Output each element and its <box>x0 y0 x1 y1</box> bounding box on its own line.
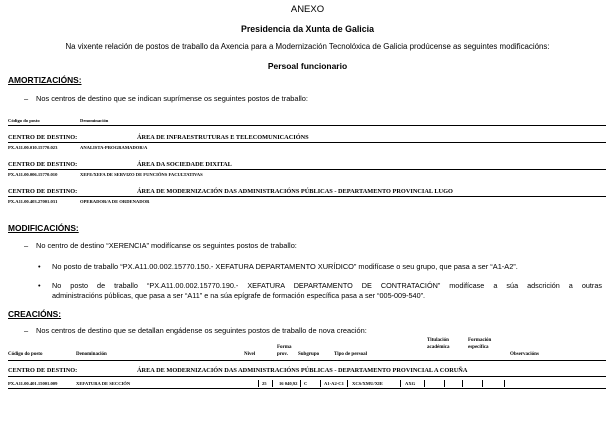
col-forma-header-2: prov. <box>277 352 288 357</box>
col-training-header-1: Formación <box>468 338 492 343</box>
post-code: PX.A11.00.403.27001.031 <box>8 199 58 204</box>
creation-center-label: CENTRO DE DESTINO: <box>8 367 78 374</box>
amort-header-rule <box>8 125 606 126</box>
post-code: PX.A11.00.010.15770.023 <box>8 145 58 150</box>
col-subgroup-header: Subgrupo <box>298 352 320 357</box>
modification-item-2-line-2: administracións públicas, que pasa a ser “A11” e na súa epígrafe de formación específica pasa a ser “005-009-540”. <box>52 291 426 300</box>
cell-divider <box>300 380 301 387</box>
bullet-icon: • <box>38 281 41 290</box>
modificacions-dash: – <box>24 241 29 250</box>
row-type: XCS/XMU/XIE <box>352 381 383 386</box>
amortizacions-text: Nos centros de destino que se indican suprímense os seguintes postos de traballo: <box>36 94 308 103</box>
row-prov: C <box>304 381 308 386</box>
modification-item-2-line-1: No posto de traballo “PX.A11.00.002.15770.190.- XEFATURA DEPARTAMENTO DE CONTRATACIÓN” modifícase a súa adscrición a outras <box>52 281 602 290</box>
col-training-header-2: específica <box>468 345 489 350</box>
col-forma-header-1: Forma <box>277 345 292 350</box>
col-level-header: Nivel <box>244 352 256 357</box>
creation-header-rule <box>8 360 606 361</box>
amort-col-code: Código do posto <box>8 118 40 123</box>
row-level: 25 <box>262 381 267 386</box>
center-name: ÁREA DE INFRAESTRUTURAS E TELECOMUNICACIÓNS <box>137 134 309 141</box>
col-name-header: Denominación <box>76 352 107 357</box>
post-code: PX.A11.00.006.15770.010 <box>8 172 58 177</box>
creation-row-rule <box>8 388 606 389</box>
modification-item-1: No posto de traballo “PX.A11.00.002.15770.150.- XEFATURA DEPARTAMENTO XURÍDICO” modifícase o seu grupo, que pasa a ser “A1-A2”. <box>52 262 518 271</box>
cell-divider <box>482 380 483 387</box>
cell-divider <box>400 380 401 387</box>
amort-col-name: Denominación <box>80 118 109 123</box>
creation-center-rule <box>8 376 606 377</box>
staff-type-heading: Persoal funcionario <box>267 61 348 71</box>
cell-divider <box>504 380 505 387</box>
row-value: 16 040,92 <box>279 381 298 386</box>
creacions-heading: CREACIÓNS: <box>8 309 62 319</box>
modificacions-heading: MODIFICACIÓNS: <box>8 223 79 233</box>
amortizacions-heading: AMORTIZACIÓNS: <box>8 75 82 85</box>
cell-divider <box>444 380 445 387</box>
cell-divider <box>347 380 348 387</box>
row-subgroup: A1-A2-C1 <box>324 381 344 386</box>
center-name: ÁREA DA SOCIEDADE DIXITAL <box>137 161 232 168</box>
presidency-title: Presidencia da Xunta de Galicia <box>241 24 374 34</box>
creacions-text: Nos centros de destino que se detallan engádense os seguintes postos de traballo de nova creación: <box>36 326 367 335</box>
row-name: XEFATURA DE SECCIÓN <box>76 381 131 386</box>
col-code-header: Código do posto <box>8 352 43 357</box>
creation-center-name: ÁREA DE MODERNIZACIÓN DAS ADMINISTRACIÓNS PÚBLICAS - DEPARTAMENTO PROVINCIAL A CORUÑA <box>137 367 468 374</box>
center-rule <box>8 142 606 143</box>
cell-divider <box>424 380 425 387</box>
center-label: CENTRO DE DESTINO: <box>8 161 78 168</box>
center-rule <box>8 196 606 197</box>
amortizacions-dash: – <box>24 94 29 103</box>
col-obs-header: Observacións <box>510 352 539 357</box>
post-name: OPERADOR/A DE ORDENADOR <box>80 199 150 204</box>
post-name: XEFE/XEFA DE SERVIZO DE FUNCIÓNS FACULTATIVAS <box>80 172 203 177</box>
cell-divider <box>320 380 321 387</box>
center-label: CENTRO DE DESTINO: <box>8 188 78 195</box>
modificacions-text: No centro de destino “XERENCIA” modifícanse os seguintes postos de traballo: <box>36 241 297 250</box>
col-title-header-2: académica <box>427 345 450 350</box>
row-staff: AXG <box>405 381 416 386</box>
center-label: CENTRO DE DESTINO: <box>8 134 78 141</box>
center-name: ÁREA DE MODERNIZACIÓN DAS ADMINISTRACIÓNS PÚBLICAS - DEPARTAMENTO PROVINCIAL LUGO <box>137 188 453 195</box>
post-name: ANALISTA-PROGRAMADOR/A <box>80 145 148 150</box>
intro-text: Na vixente relación de postos de traballo da Axencia para a Modernización Tecnolóxica de Galicia prodúcense as seguintes modificacións: <box>65 42 550 51</box>
cell-divider <box>272 380 273 387</box>
col-type-header: Tipo de persoal <box>334 352 367 357</box>
cell-divider <box>462 380 463 387</box>
cell-divider <box>258 380 259 387</box>
creacions-dash: – <box>24 326 29 335</box>
row-code: PX.A11.00.401.15001.009 <box>8 381 58 386</box>
annex-title: ANEXO <box>290 4 325 15</box>
center-rule <box>8 169 606 170</box>
col-title-header-1: Titulación <box>427 338 449 343</box>
bullet-icon: • <box>38 262 41 271</box>
